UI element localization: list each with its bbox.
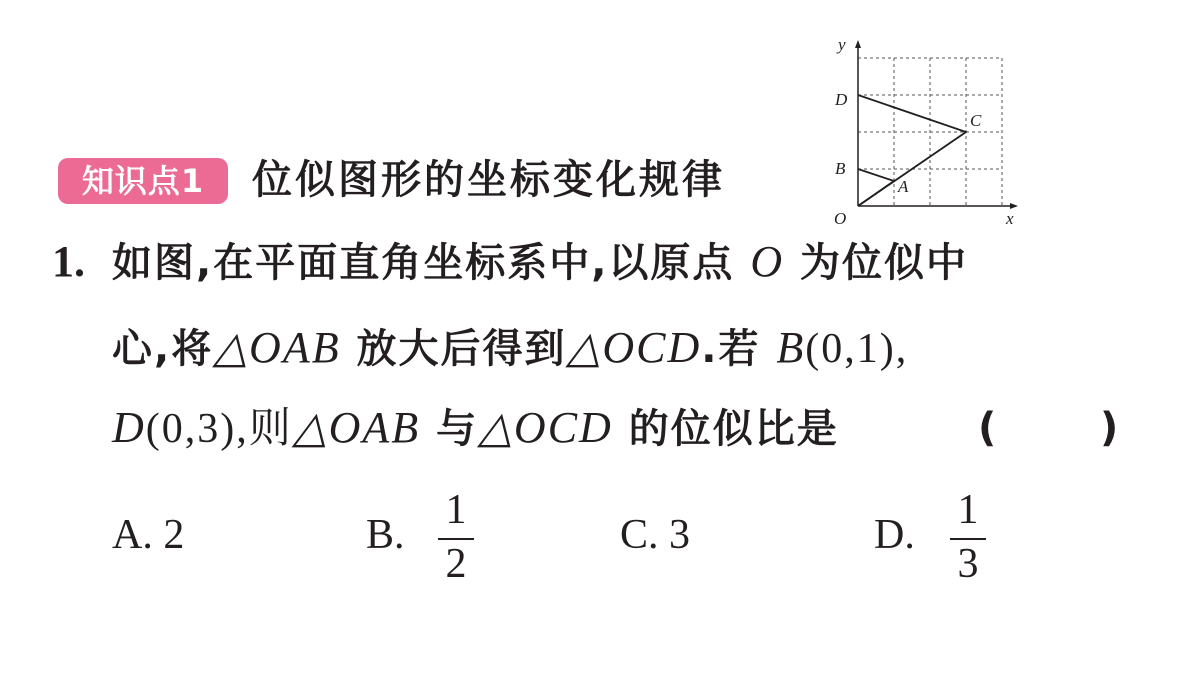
question-text-3-end: 的位似比是	[628, 406, 839, 452]
label-y-axis: y	[838, 35, 846, 54]
option-b-numerator: 1	[445, 487, 467, 533]
question-line-2	[112, 318, 908, 379]
option-b-label: B.	[366, 512, 405, 558]
option-d-fraction	[948, 488, 988, 588]
question-text-2a: 心,将	[112, 326, 214, 372]
option-b-fraction	[436, 488, 476, 588]
option-d-numerator: 1	[957, 487, 979, 533]
question-line-3	[112, 398, 839, 459]
answer-paren-close: )	[1100, 405, 1119, 451]
option-b[interactable]	[366, 505, 405, 565]
point-d-symbol: D	[112, 403, 146, 452]
label-a: A	[898, 177, 909, 196]
grid	[858, 58, 1002, 206]
triangle-ocd	[858, 95, 966, 206]
label-x-axis: x	[1006, 209, 1014, 228]
triangle-ocd-symbol: △OCD	[566, 323, 702, 372]
point-b-coord: (0,1),	[805, 326, 909, 372]
triangle-oab-symbol: △OAB	[213, 323, 341, 372]
option-a[interactable]	[112, 505, 184, 565]
coordinate-figure	[822, 28, 1032, 228]
triangle-ocd-symbol-2: △OCD	[478, 403, 613, 452]
point-d-coord: (0,3),则	[145, 406, 293, 452]
point-b-symbol: B	[776, 323, 806, 372]
origin-symbol: O	[750, 237, 785, 286]
option-c-label: C.	[620, 512, 659, 558]
option-d[interactable]	[874, 505, 915, 565]
question-text-1: 如图,在平面直角坐标系中,以原点	[112, 240, 735, 286]
question-text-1-end: 为位似中	[800, 240, 969, 286]
option-b-denominator: 2	[445, 541, 467, 587]
triangle-oab-symbol-2: △OAB	[292, 403, 421, 452]
label-origin: O	[834, 209, 847, 228]
question-text-2b: 放大后得到	[356, 326, 567, 372]
triangle-oab	[858, 169, 894, 206]
option-a-value: 2	[163, 512, 185, 558]
answer-paren-open: (	[978, 405, 997, 451]
question-text-3-mid: 与	[436, 406, 479, 452]
label-d: D	[835, 90, 848, 109]
label-c: C	[970, 111, 982, 130]
label-b: B	[835, 159, 846, 178]
section-title: 位似图形的坐标变化规律	[252, 157, 725, 203]
option-b-fraction-bar	[438, 538, 474, 540]
option-d-denominator: 3	[957, 541, 979, 587]
option-c[interactable]	[620, 505, 690, 565]
option-d-fraction-bar	[950, 538, 986, 540]
option-d-label: D.	[874, 512, 915, 558]
question-text-2c: .若	[701, 326, 761, 372]
question-line-1	[112, 232, 968, 293]
question-number: 1.	[52, 237, 85, 286]
knowledge-point-badge: 知识点1	[58, 158, 228, 204]
option-a-label: A.	[112, 512, 153, 558]
y-axis-arrow	[855, 40, 861, 48]
option-c-value: 3	[669, 512, 691, 558]
